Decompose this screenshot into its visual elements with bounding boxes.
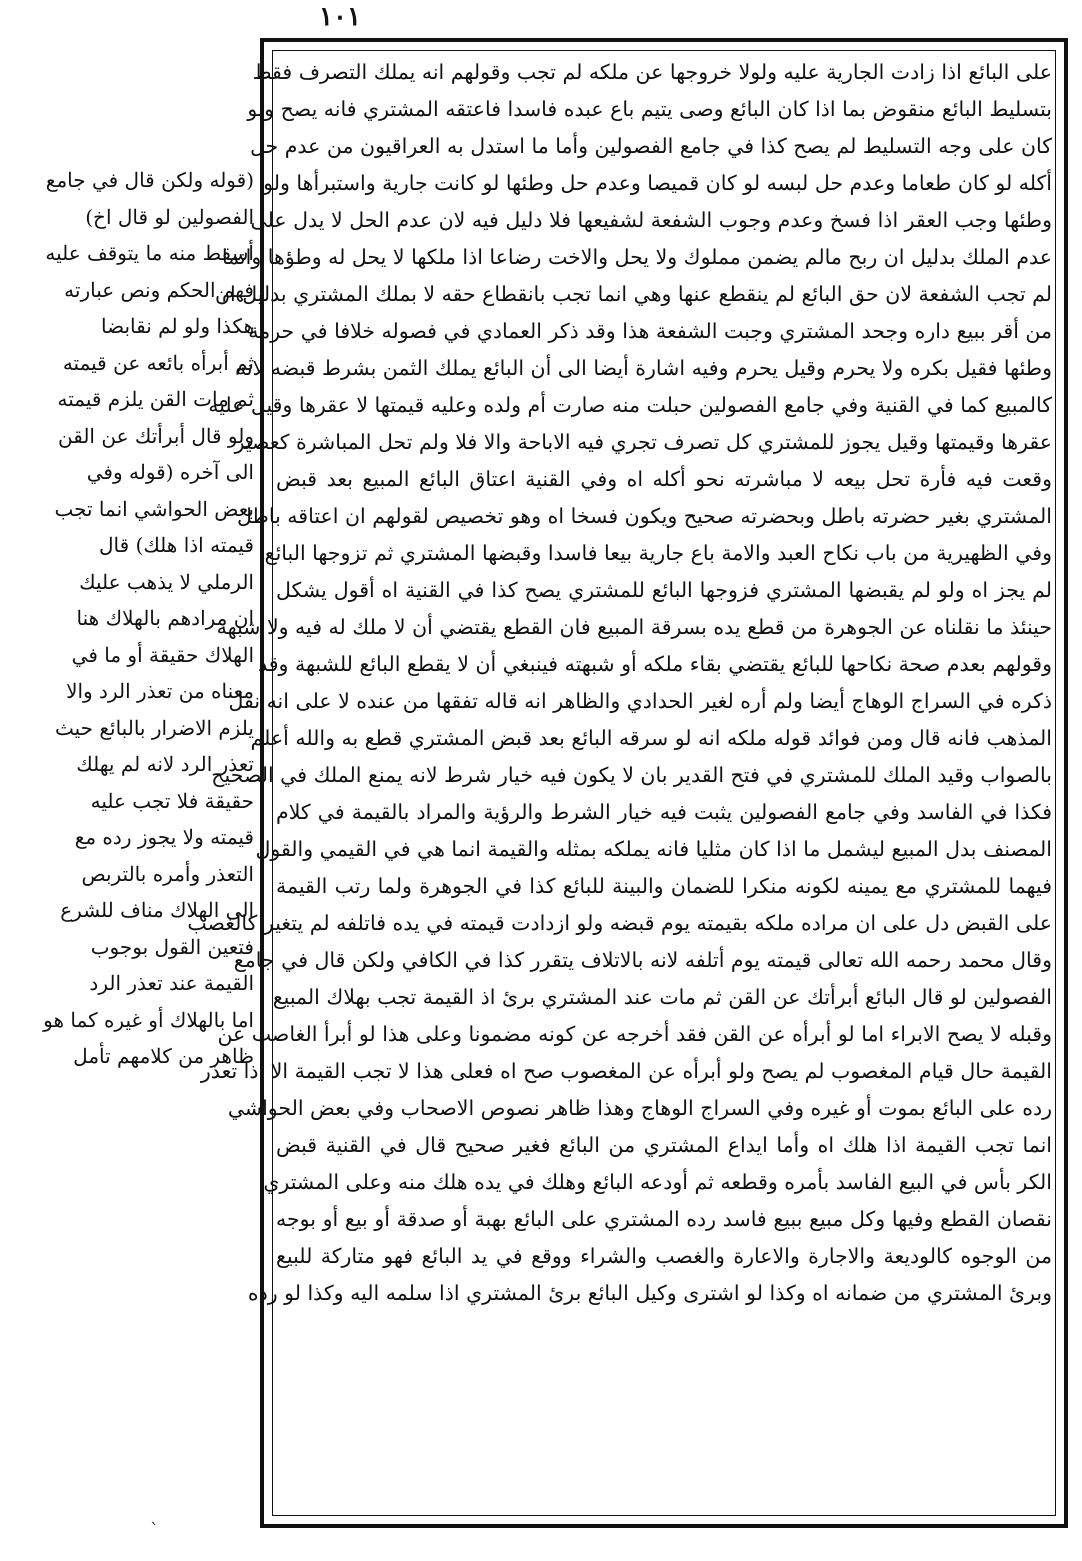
margin-note-line: الرملي لا يذهب عليك	[79, 569, 254, 594]
margin-note-line: فتعين القول بوجوب	[90, 934, 254, 959]
margin-note-line: فهم الحكم ونص عبارته	[64, 277, 254, 302]
main-text-line: المصنف بدل المبيع ليشمل ما اذا كان مثليا فانه يملكه بمثله والقيمة انما هي في القيمي والقول	[255, 837, 1052, 861]
main-text-line: أكله لو كان طعاما وعدم حل لبسه لو كان قميصا وعدم حل وطئها لو كانت جارية واستبرأها ولو	[263, 171, 1052, 195]
main-text-line: وقولهم بعدم صحة نكاحها للبائع يقتضي بقاء ملكه أو شبهته فينبغي أن لا يقطع البائع للشبهة وقد	[257, 652, 1052, 676]
main-text-line: وطئها فقيل بكره ولا يحرم وقيل يحرم وفيه اشارة أيضا الى أن البائع يملك الثمن بشرط قبضه لانه	[235, 356, 1052, 380]
margin-note-line: يلزم الاضرار بالبائع حيث	[54, 715, 254, 740]
main-text-line: من أقر ببيع داره وجحد المشتري وجبت الشفعة هذا وقد ذكر العمادي في فصوله خلافا في حرمة	[248, 319, 1052, 343]
margin-note-line: ثم أبرأه بائعه عن قيمته	[62, 350, 254, 375]
margin-note-line: (قوله ولكن قال في جامع	[45, 168, 254, 192]
margin-note-line: التعذر وأمره بالتربص	[81, 861, 254, 886]
margin-note-line: ظاهر من كلامهم تأمل	[73, 1044, 254, 1068]
main-text-line: وقال محمد رحمه الله تعالى قيمته يوم أتلفه لانه بالاتلاف يتقرر كذا في الكافي ولكن قال في جامع	[233, 948, 1052, 972]
margin-note-line: تعذر الرد لانه لم يهلك	[76, 752, 254, 776]
main-text-line: من الوجوه كالوديعة والاجارة والاعارة والغصب والشراء ووقع في يد البائع فهو متاركة للبيع	[276, 1244, 1052, 1268]
main-text-line: لم يجز اه ولو لم يقبضها المشتري فزوجها البائع للمشتري يصح كذا في القنية اه أقول يشكل	[276, 578, 1052, 602]
main-text-line: على القبض دل على ان مراده ملكه بقيمته يوم قبضه ولو ازدادت قيمته في يده فاتلفه لم يتغير كالغصب	[187, 911, 1052, 935]
main-text-frame	[187, 38, 1068, 1528]
margin-note-line: الى آخره (قوله وفي	[86, 460, 254, 484]
main-text-line: بالصواب وقيد الملك للمشتري في فتح القدير بان لا يكون فيه خيار شرط لانه يمنع الملك في الصحيح	[211, 763, 1052, 787]
main-text-line: لم تجب الشفعة لان حق البائع لم ينقطع عنها وهي انما تجب بانقطاع حقه لا بملك المشتري بدليل ان	[214, 282, 1052, 306]
main-text-line: كالمبيع كما في القنية وفي جامع الفصولين حبلت منه صارت أم ولده وعليه قيمتها لا عقرها وقيل عليه	[208, 393, 1052, 417]
main-text-line: وطئها وجب العقر اذا فسخ وعدم وجوب الشفعة لشفيعها فلا دليل فيه لان عدم الحل لا يدل على	[250, 208, 1052, 232]
main-text-line: المذهب فانه قال ومن فوائد قوله ملكه انه لو سرقه البائع بعد قبض المشتري قطع به والله أعلم	[250, 726, 1052, 750]
margin-note-line: ثم مات القن يلزم قيمته	[57, 387, 254, 411]
main-text-line: ذكره في السراج الوهاج أيضا ولم أره لغير الحدادي والظاهر انه قاله تفقها من عنده لا على انه نقل	[228, 689, 1052, 713]
main-text-line: القيمة حال قيام المغصوب لم يصح ولو أبرأه عن المغصوب صح اه فعلى هذا لا تجب القيمة الا اذا تعذر	[200, 1059, 1052, 1083]
main-text-line: فكذا في الفاسد وفي جامع الفصولين يثبت فيه خيار الشرط والرؤية والمراد بالقيمة في كلام	[276, 800, 1052, 824]
main-text-line: وقعت فيه فأرة تحل بيعه لا مباشرته نحو أكله اه وفي القنية اعتاق البائع المبيع بعد قبض	[276, 467, 1052, 491]
main-text-line: بتسليط البائع منقوض بما اذا كان البائع وصى يتيم باع عبده فاسدا فاعتقه المشتري فانه يصح ولو	[247, 97, 1052, 121]
margin-note-line: ولو قال أبرأتك عن القن	[58, 423, 254, 448]
main-text-line: كان على وجه التسليط لم يصح كذا في جامع الفصولين وأما ما استدل به العراقيون من عدم حل	[250, 134, 1052, 158]
margin-note-line: الى الهلاك مناف للشرع	[60, 898, 254, 922]
main-text-line: الفصولين لو قال البائع أبرأتك عن القن ثم مات عند المشتري برئ اذ القيمة تجب بهلاك المبيع	[272, 985, 1052, 1009]
margin-note-line: الهلاك حقيقة أو ما في	[71, 642, 254, 667]
main-text-line: فيهما للمشتري مع يمينه لكونه منكرا للضمان والبينة للبائع كذا في الجوهرة ولما رتب القيمة	[276, 874, 1052, 898]
main-text-line: انما تجب القيمة اذا هلك اه وأما ايداع المشتري من البائع فغير صحيح قال في القنية قبض	[276, 1133, 1052, 1157]
margin-note-line: بعض الحواشي انما تجب	[54, 496, 254, 521]
margin-note-line: الفصولين لو قال اخ)	[85, 204, 254, 229]
main-text-line: حينئذ ما نقلناه عن الجوهرة من قطع يده بسرقة المبيع فان القطع يقتضي أن لا ملك له فيه ولا شبهة	[216, 615, 1052, 639]
margin-note-line: قيمته ولا يجوز رده مع	[74, 825, 254, 849]
main-text-line: وفي الظهيرية من باب نكاح العبد والامة باع جارية بيعا فاسدا وقبضها المشتري ثم تزوجها البائع	[264, 541, 1052, 565]
main-text-line: عدم الملك بدليل ان ربح مالم يضمن مملوك ولا يحل والاخت رضاعا اذا ملكها لا يحل له وطؤها وانما	[221, 245, 1052, 269]
main-text-line: الكر بأس في البيع الفاسد بأمره وقطعه ثم أودعه البائع وهلك في يده هلك منه وعلى المشتري	[263, 1170, 1052, 1194]
main-text-line: عقرها وقيمتها وقيل يجوز للمشتري كل تصرف تجري فيه الاباحة والا فلا ولم تحل المباشرة كعصير	[234, 430, 1052, 454]
main-text-line: وقبله لا يصح الابراء اما لو أبرأه عن القن فقد أخرجه عن كونه مضمونا وعلى هذا لو أبرأ الغاصب عن	[217, 1022, 1052, 1046]
main-text-line: المشتري بغير حضرته باطل وبحضرته صحيح ويكون فسخا اه وهو تخصيص لقولهم ان اعتاقه باطل	[236, 504, 1052, 528]
main-text-line: وبرئ المشتري من ضمانه اه وكذا لو اشترى وكيل البائع برئ المشتري اذا سلمه اليه وكذا لو رده	[247, 1281, 1052, 1305]
scan-speck: `	[150, 1520, 159, 1541]
page-number: ١٠١	[319, 2, 361, 32]
margin-note-line: قيمته اذا هلك) قال	[98, 533, 254, 557]
margin-commentary	[6, 162, 254, 1322]
margin-note-line: أسقط منه ما يتوقف عليه	[45, 241, 254, 265]
margin-note-line: حقيقة فلا تجب عليه	[90, 788, 254, 813]
margin-note-line: ان مرادهم بالهلاك هنا	[76, 606, 254, 630]
main-text-line: على البائع اذا زادت الجارية عليه ولولا خروجها عن ملكه لم تجب وقولهم انه يملك التصرف فقط	[252, 60, 1052, 84]
main-text-line: نقصان القطع وفيها وكل مبيع ببيع فاسد رده المشتري على البائع بهبة أو صدقة أو بيع أو بوجه	[276, 1207, 1052, 1231]
margin-note-line: القيمة عند تعذر الرد	[89, 971, 254, 995]
margin-note-line: اما بالهلاك أو غيره كما هو	[43, 1007, 254, 1032]
main-text-line: رده على البائع بموت أو غيره وفي السراج الوهاج وهذا ظاهر نصوص الاصحاب وفي بعض الحواشي	[227, 1096, 1052, 1120]
margin-note-line: معناه من تعذر الرد والا	[66, 679, 254, 703]
margin-note-line: هكذا ولو لم نقابضا	[101, 314, 254, 338]
main-text-block	[187, 54, 1052, 1512]
